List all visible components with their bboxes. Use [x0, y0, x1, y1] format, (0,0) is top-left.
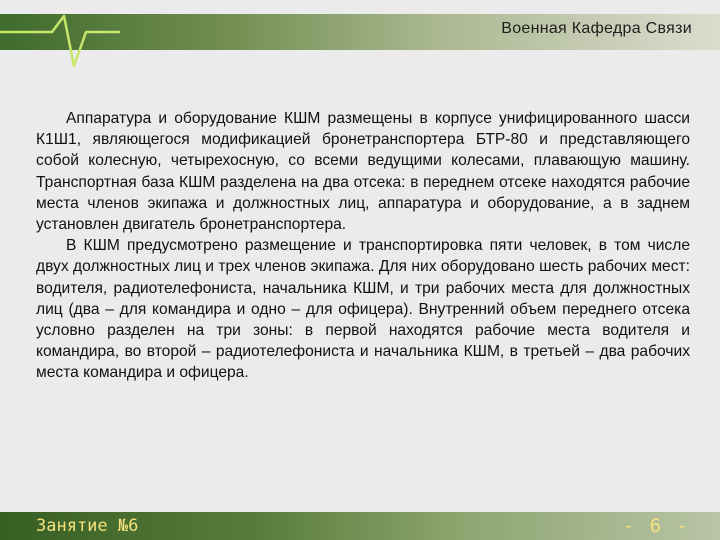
paragraph: Аппаратура и оборудование КШМ размещены в корпусе унифицированного шасси К1Ш1, являющегося модификацией бронетранспортера БТР-80 и представляющего собой колесную, четырехосную, со всеми ведущими колесами, плавающую машину. Транспортная база КШМ разделена на два отсека: в переднем отсеке находятся рабочие места членов экипажа и должностных лиц, аппаратура и оборудование, а в заднем установлен двигатель бронетранспортера. — [36, 110, 690, 234]
page-number: - 6 - — [622, 515, 690, 537]
lesson-label: Занятие №6 — [36, 516, 139, 536]
footer-bar — [0, 512, 720, 540]
header-title: Военная Кафедра Связи — [501, 20, 692, 37]
slide-body — [36, 108, 690, 384]
pulse-line-icon — [0, 0, 120, 80]
paragraph: В КШМ предусмотрено размещение и транспортировка пяти человек, в том числе двух должностных лиц и трех членов экипажа. Для них оборудовано шесть рабочих мест: водителя, радиотелефониста, начальника КШМ, и три рабочих места для должностных лиц (два – для командира и одно – для офицера). Внутренний объем переднего отсека условно разделен на три зоны: в первой находятся рабочие места водителя и командира, во второй – радиотелефониста и начальника КШМ, в третьей – два рабочих места командира и офицера. — [36, 237, 690, 382]
